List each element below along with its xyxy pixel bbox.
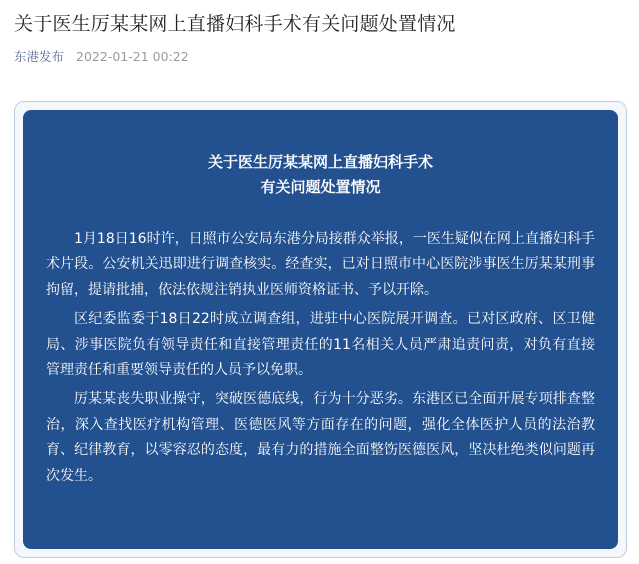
notice-card	[23, 110, 618, 549]
notice-title-line2: 有关问题处置情况	[260, 178, 381, 196]
notice-paragraph: 区纪委监委于18日22时成立调查组，进驻中心医院展开调查。已对区政府、区卫健局、涉事医院负有领导责任和直接管理责任的11名相关人员严肃追责问责，对负有直接管理责任和重要领导责任的人员予以免职。	[46, 311, 595, 379]
notice-body	[46, 227, 595, 493]
notice-title-line1: 关于医生厉某某网上直播妇科手术	[207, 153, 433, 171]
notice-title	[23, 150, 618, 200]
source-link[interactable]: 东港发布	[14, 49, 65, 64]
notice-image-frame	[14, 101, 627, 558]
article-meta	[14, 47, 189, 65]
article-title: 关于医生厉某某网上直播妇科手术有关问题处置情况	[14, 13, 456, 35]
notice-paragraph: 厉某某丧失职业操守，突破医德底线，行为十分恶劣。东港区已全面开展专项排查整治，深入查找医疗机构管理、医德医风等方面存在的问题，强化全体医护人员的法治教育、纪律教育，以零容忍的态度，最有力的措施全面整饬医德医风，坚决杜绝类似问题再次发生。	[46, 391, 595, 484]
publish-time: 2022-01-21 00:22	[76, 49, 189, 64]
notice-paragraph: 1月18日16时许，日照市公安局东港分局接群众举报，一医生疑似在网上直播妇科手术片段。公安机关迅即进行调查核实。经查实，已对日照市中心医院涉事医生厉某某刑事拘留，提请批捕，依法依规注销执业医师资格证书、予以开除。	[46, 231, 595, 298]
